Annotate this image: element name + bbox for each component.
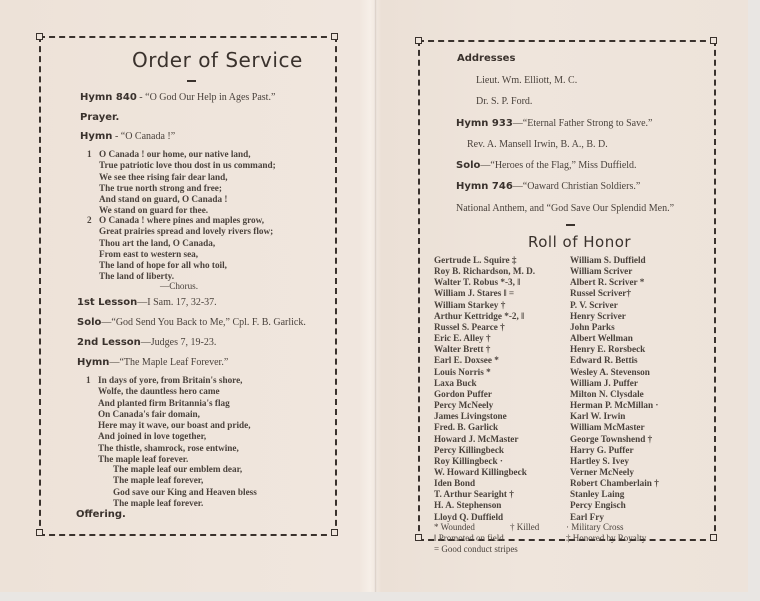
hymn-maple-leaf: [77, 357, 228, 368]
border-corner-icon: [331, 529, 338, 536]
honor-name: Albert Wellman: [570, 333, 633, 344]
verse-line: Great prairies spread and lovely rivers flow;: [99, 226, 274, 237]
verse-line: On Canada's fair domain,: [98, 408, 200, 419]
verse-line: In days of yore, from Britain's shore,: [98, 375, 243, 385]
honor-name: Wesley A. Stevenson: [570, 366, 650, 377]
o-canada-verse-2: [99, 215, 273, 283]
honor-name: Henry Scriver: [570, 310, 626, 321]
honor-name: George Townshend †: [570, 433, 653, 444]
honor-name: Roy B. Richardson, M. D.: [434, 266, 536, 277]
legend-promoted: ‖ Promoted on field: [434, 533, 504, 543]
verse-number: 2: [87, 215, 92, 225]
item-text: —“The Maple Leaf Forever.”: [109, 357, 229, 368]
maple-leaf-chorus: [113, 464, 257, 509]
honor-name: Gordon Puffer: [434, 388, 492, 399]
chorus-line: The maple leaf forever.: [113, 497, 204, 508]
honor-name: Laxa Buck: [434, 377, 477, 388]
chorus-line: The maple leaf forever,: [113, 475, 204, 486]
honor-name: John Parks: [570, 321, 615, 332]
hymn-933: [456, 118, 652, 129]
border-corner-icon: [331, 33, 338, 40]
verse-line: O Canada ! our home, our native land,: [99, 149, 251, 159]
maple-leaf-verse-1: [98, 375, 251, 465]
divider-dash: [566, 224, 575, 226]
roll-of-honor-title: Roll of Honor: [528, 233, 632, 251]
item-text: - “O God Our Help in Ages Past.”: [136, 92, 276, 103]
legend-killed: † Killed: [510, 522, 540, 532]
chorus-note: —Chorus.: [160, 281, 199, 291]
hymn-o-canada: [80, 131, 175, 142]
national-anthem: National Anthem, and “God Save Our Splendid Men.”: [456, 203, 675, 214]
legend-royalty: ‡ Honored by Royalty: [566, 533, 647, 543]
speaker: Lieut. Wm. Elliott, M. C.: [476, 75, 578, 86]
honor-name: Harry G. Puffer: [570, 444, 634, 455]
verse-line: The land of liberty.: [99, 271, 175, 282]
honor-name: William Starkey †: [434, 299, 506, 310]
honor-name: Walter Brett †: [434, 344, 491, 355]
speaker: Dr. S. P. Ford.: [476, 96, 533, 107]
item-label: Prayer.: [80, 112, 120, 123]
page-title: Order of Service: [132, 48, 303, 72]
honor-name: Russel Scriver†: [570, 288, 631, 299]
verse-line: The land of hope for all who toil,: [99, 260, 227, 271]
item-label: 1st Lesson: [77, 297, 138, 308]
item-label: Solo: [77, 317, 102, 328]
hymn-840: [80, 92, 275, 103]
honor-name: Eric E. Alley †: [434, 333, 491, 344]
addresses-heading: [457, 53, 515, 64]
verse-line: Wolfe, the dauntless hero came: [98, 386, 220, 397]
roll-column-left: [434, 255, 535, 523]
honor-name: Percy Engisch: [570, 500, 626, 511]
verse-line: And stand on guard, O Canada !: [99, 194, 228, 205]
honor-name: William S. Duffield: [570, 255, 646, 265]
item-label: Solo: [456, 160, 481, 171]
verse-line: The thistle, shamrock, rose entwine,: [98, 442, 239, 453]
item-label: Hymn 840: [80, 92, 137, 103]
roll-column-right: [570, 255, 659, 523]
verse-line: From east to western sea,: [99, 248, 199, 259]
honor-name: Gertrude L. Squire ‡: [434, 255, 517, 265]
honor-name: Percy McNeely: [434, 400, 494, 411]
honor-name: Lloyd Q. Duffield: [434, 511, 504, 522]
item-label: Addresses: [457, 53, 516, 64]
honor-name: Robert Chamberlain †: [570, 478, 659, 489]
honor-name: Arthur Kettridge *-2, ‖: [434, 310, 525, 321]
honor-name: Roy Killingbeck ·: [434, 455, 503, 466]
verse-line: Here may it wave, our boast and pride,: [98, 420, 251, 431]
item-label: Hymn: [80, 131, 113, 142]
honor-name: James Livingstone: [434, 411, 507, 422]
offering: [76, 509, 126, 520]
item-label: 2nd Lesson: [77, 337, 141, 348]
legend-good-conduct: = Good conduct stripes: [434, 544, 518, 554]
second-lesson: [77, 337, 216, 348]
verse-line: And joined in love together,: [98, 431, 207, 442]
border-corner-icon: [710, 534, 717, 541]
verse-line: And planted firm Britannia's flag: [98, 397, 230, 408]
item-label: Hymn 746: [456, 181, 513, 192]
o-canada-verse-1: [99, 149, 276, 217]
verse-line: True patriotic love thou dost in us command;: [99, 160, 276, 171]
item-label: Hymn: [77, 357, 110, 368]
honor-name: Russel S. Pearce †: [434, 321, 505, 332]
chorus-line: God save our King and Heaven bless: [113, 486, 257, 497]
honor-name: Walter T. Robus *-3, ‖: [434, 277, 521, 288]
divider-dash: [187, 80, 196, 82]
honor-name: Percy Killingbeck: [434, 444, 505, 455]
honor-name: Iden Bond: [434, 478, 476, 489]
honor-name: Stanley Laing: [570, 489, 625, 500]
item-text: —“Oaward Christian Soldiers.”: [512, 181, 641, 192]
honor-name: Hartley S. Ivey: [570, 455, 629, 466]
item-label: Hymn 933: [456, 118, 513, 129]
item-text: - “O Canada !”: [112, 131, 176, 142]
border-corner-icon: [415, 534, 422, 541]
honor-name: P. V. Scriver: [570, 299, 618, 310]
border-corner-icon: [36, 33, 43, 40]
honor-name: W. Howard Killingbeck: [434, 466, 527, 477]
honor-name: Herman P. McMillan ·: [570, 400, 659, 411]
solo-right: [456, 160, 637, 171]
scan-margin-bottom: [0, 592, 760, 601]
item-text: —“Heroes of the Flag,” Miss Duffield.: [480, 160, 637, 171]
honor-name: Milton N. Clysdale: [570, 388, 644, 399]
honor-name: Earl E. Doxsee *: [434, 355, 499, 366]
center-fold: [374, 0, 377, 592]
scan-margin-right: [748, 0, 760, 601]
verse-line: The true north strong and free;: [99, 182, 222, 193]
honor-name: Albert R. Scriver *: [570, 277, 645, 288]
verse-line: Thou art the land, O Canada,: [99, 237, 216, 248]
verse-line: We see thee rising fair dear land,: [99, 171, 228, 182]
honor-name: Howard J. McMaster: [434, 433, 519, 444]
item-text: —“Eternal Father Strong to Save.”: [512, 118, 653, 129]
border-corner-icon: [415, 37, 422, 44]
honor-name: Karl W. Irwin: [570, 411, 626, 422]
verse-line: The maple leaf forever.: [98, 454, 189, 465]
honor-name: Louis Norris *: [434, 366, 491, 377]
rev-irwin: Rev. A. Mansell Irwin, B. A., B. D.: [467, 139, 608, 150]
legend-military-cross: · Military Cross: [566, 522, 624, 532]
honor-name: Verner McNeely: [570, 466, 635, 477]
chorus-line: The maple leaf our emblem dear,: [113, 464, 243, 474]
verse-line: O Canada ! where pines and maples grow,: [99, 215, 265, 225]
solo-left: [77, 317, 306, 328]
verse-number: 1: [86, 375, 91, 385]
item-text: —I Sam. 17, 32-37.: [137, 297, 217, 308]
honor-name: Earl Fry: [570, 511, 604, 522]
border-corner-icon: [36, 529, 43, 536]
item-text: —“God Send You Back to Me,” Cpl. F. B. Garlick.: [101, 317, 306, 328]
honor-name: William McMaster: [570, 422, 645, 433]
verse-line: We stand on guard for thee.: [99, 205, 209, 216]
item-text: —Judges 7, 19-23.: [140, 337, 217, 348]
honor-name: T. Arthur Searight †: [434, 489, 514, 500]
honor-name: H. A. Stephenson: [434, 500, 502, 511]
honor-name: William J. Puffer: [570, 377, 638, 388]
item-label: Offering.: [76, 509, 126, 520]
first-lesson: [77, 297, 217, 308]
hymn-746: [456, 181, 640, 192]
honor-name: William Scriver: [570, 266, 633, 277]
honor-name: Fred. B. Garlick: [434, 422, 499, 433]
prayer: [80, 112, 119, 123]
honor-name: Henry E. Rorsbeck: [570, 344, 646, 355]
verse-number: 1: [87, 149, 92, 159]
border-corner-icon: [710, 37, 717, 44]
honor-name: William J. Stares ‖ =: [434, 288, 515, 299]
legend-wounded: * Wounded: [434, 522, 475, 532]
honor-name: Edward R. Bettis: [570, 355, 638, 366]
